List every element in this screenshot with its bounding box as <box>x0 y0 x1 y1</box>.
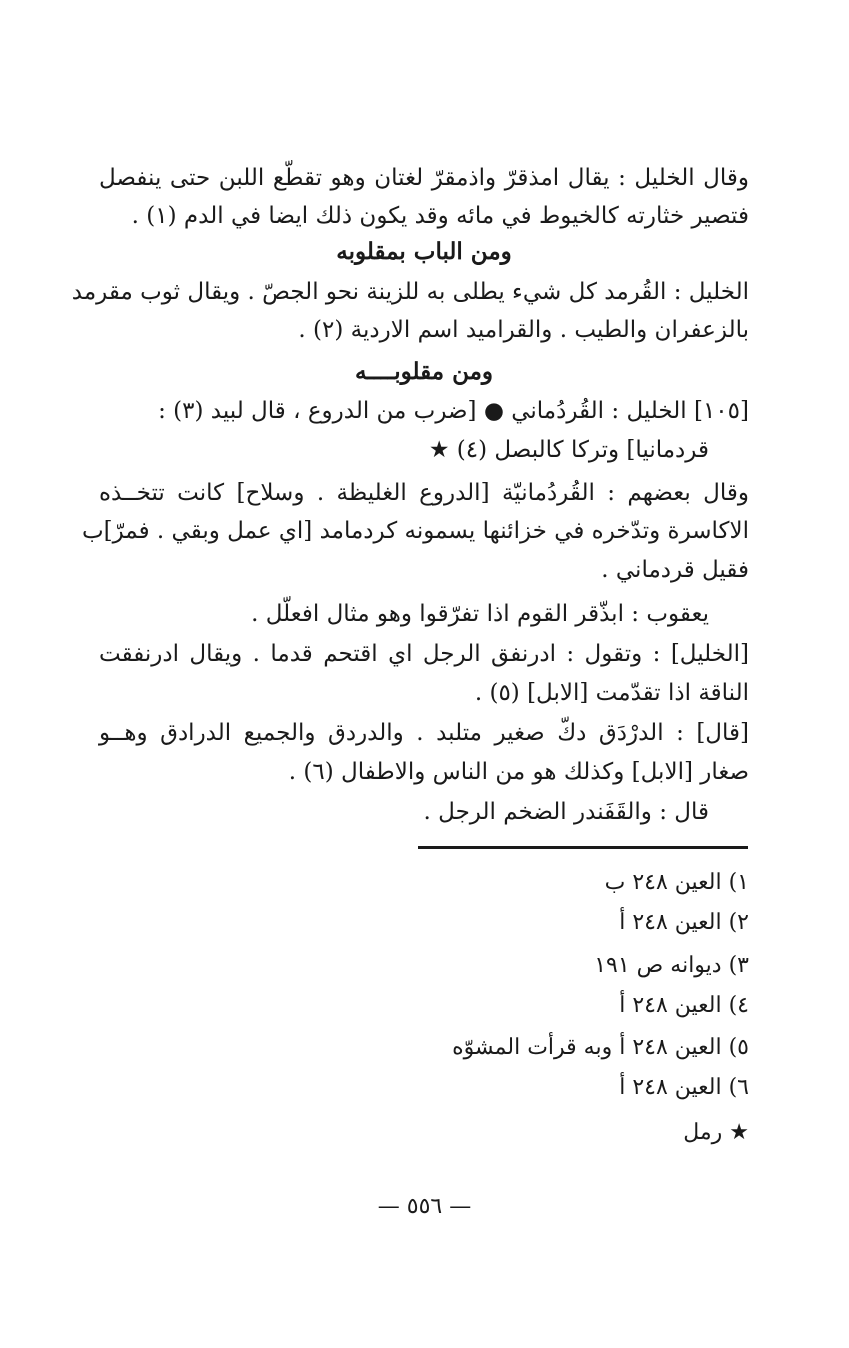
verse-line: قردمانيا] وتركا كالبصل (٤) ★ <box>428 437 709 463</box>
footnote-5: ٥) العين ٢٤٨ أ وبه قرأت المشوّه <box>452 1035 749 1060</box>
body-line-10: [الخليل] : وتقول : ادرنفق الرجل اي اقتحم قدما . ويقال ادرنفقت <box>99 641 749 667</box>
body-line-11: الناقة اذا تقدّمت [الابل] (٥) . <box>474 680 749 706</box>
footnote-2: ٢) العين ٢٤٨ أ <box>619 910 749 935</box>
body-line-14: قال : والقَفَندر الضخم الرجل . <box>423 799 709 825</box>
body-line-6: وقال بعضهم : القُردُمانيّة [الدروع الغليظة . وسلاح] كانت تتخــذه <box>99 480 749 506</box>
body-line-2: فتصير خثارته كالخيوط في مائه وقد يكون ذلك ايضا في الدم (١) . <box>131 203 749 229</box>
footnote-1: ١) العين ٢٤٨ ب <box>604 870 749 895</box>
section-heading-1: ومن الباب بمقلوبه <box>336 238 512 265</box>
footnote-divider <box>418 846 748 849</box>
body-line-1: وقال الخليل : يقال امذقرّ واذمقرّ لغتان وهو تقطّع اللبن حتى ينفصل <box>99 165 749 191</box>
body-line-9: يعقوب : ابذّقر القوم اذا تفرّقوا وهو مثال افعلّل . <box>251 601 709 627</box>
footnote-4: ٤) العين ٢٤٨ أ <box>619 993 749 1018</box>
body-line-4: بالزعفران والطيب . والقراميد اسم الاردية (٢) . <box>298 317 749 343</box>
footnote-7: ★ رمل <box>683 1120 749 1145</box>
footnote-3: ٣) ديوانه ص ١٩١ <box>594 953 749 978</box>
body-line-12: [قال] : الدرْدَق دكّ صغير متلبد . والدردق والجميع الدرادق وهــو <box>99 720 749 746</box>
body-line-5: [١٠٥] الخليل : القُردُماني ● [ضرب من الدروع ، قال لبيد (٣) : <box>158 398 749 424</box>
footnote-6: ٦) العين ٢٤٨ أ <box>619 1075 749 1100</box>
page-number: — ٥٥٦ — <box>377 1194 472 1219</box>
section-heading-2: ومن مقلوبــــه <box>354 358 494 385</box>
body-line-7: الاكاسرة وتدّخره في خزائنها يسمونه كردمامد [اي عمل وبقي . فمرّ]ب <box>81 518 749 544</box>
body-line-8: فقيل قردماني . <box>601 557 749 583</box>
body-line-13: صغار [الابل] وكذلك هو من الناس والاطفال (٦) . <box>288 759 749 785</box>
body-line-3: الخليل : القُرمد كل شيء يطلى به للزينة نحو الجصّ . ويقال ثوب مقرمد <box>71 279 749 305</box>
